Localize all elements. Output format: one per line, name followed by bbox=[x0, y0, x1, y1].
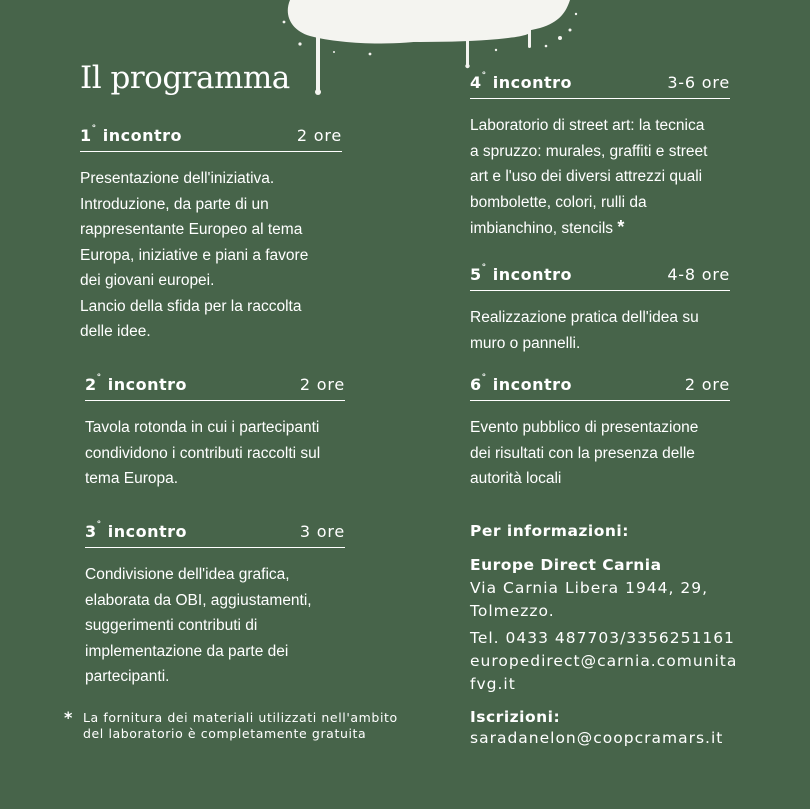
incontro-1-header bbox=[80, 126, 342, 152]
iscrizioni-email[interactable]: saradanelon@coopcramars.it bbox=[470, 729, 724, 747]
page-title: Il programma bbox=[80, 60, 290, 96]
info-address-line-1: Via Carnia Libera 1944, 29, bbox=[470, 579, 709, 597]
incontro-6-title: 6° incontro bbox=[470, 373, 572, 394]
incontro-6-text: Evento pubblico di presentazione dei risultati con la presenza delle autorità locali bbox=[470, 419, 699, 487]
incontro-5-header bbox=[470, 265, 730, 291]
incontro-5-duration: 4-8 ore bbox=[667, 265, 730, 284]
incontro-6-duration: 2 ore bbox=[684, 375, 730, 394]
incontro-3-title: 3° incontro bbox=[85, 520, 187, 541]
incontro-4-header bbox=[470, 73, 730, 99]
info-phone[interactable]: Tel. 0433 487703/3356251161 bbox=[470, 629, 735, 647]
info-address-line-2: Tolmezzo. bbox=[470, 602, 555, 620]
asterisk-icon: * bbox=[617, 217, 625, 237]
info-email-line-1[interactable]: europedirect@carnia.comunita bbox=[470, 652, 738, 670]
incontro-1-duration: 2 ore bbox=[296, 126, 342, 145]
incontro-5-text: Realizzazione pratica dell'idea su muro o pannelli. bbox=[470, 309, 699, 352]
info-email-line-2[interactable]: fvg.it bbox=[470, 675, 516, 693]
incontro-3 bbox=[85, 522, 345, 690]
iscrizioni-heading: Iscrizioni: bbox=[470, 708, 561, 726]
incontro-6-header bbox=[470, 375, 730, 401]
incontro-3-header bbox=[85, 522, 345, 548]
incontro-1 bbox=[80, 126, 342, 345]
incontro-2-header bbox=[85, 375, 345, 401]
incontro-3-duration: 3 ore bbox=[299, 522, 345, 541]
incontro-2 bbox=[85, 375, 345, 492]
incontro-4-duration: 3-6 ore bbox=[667, 73, 730, 92]
incontro-2-duration: 2 ore bbox=[299, 375, 345, 394]
contact-info bbox=[470, 522, 737, 750]
asterisk-icon: * bbox=[64, 708, 73, 727]
footnote-text: La fornitura dei materiali utilizzati nell'ambito del laboratorio è completamente gratuita bbox=[82, 710, 398, 741]
incontro-4-text: Laboratorio di street art: la tecnica a spruzzo: murales, graffiti e street art e l'uso dei diversi attrezzi quali bombolette, colori, rulli da imbianchino, stencils * bbox=[470, 117, 708, 237]
footnote bbox=[64, 710, 398, 742]
incontro-2-text: Tavola rotonda in cui i partecipanti condividono i contributi raccolti sul tema Europa. bbox=[85, 419, 321, 487]
incontro-4 bbox=[470, 73, 730, 242]
incontro-1-text: Presentazione dell'iniziativa. Introduzione, da parte di un rappresentante Europeo al tema Europa, iniziative e piani a favore dei giovani europei. Lancio della sfida per la raccolta delle idee. bbox=[80, 170, 309, 340]
incontro-4-title: 4° incontro bbox=[470, 71, 572, 92]
info-heading: Per informazioni: bbox=[470, 522, 629, 540]
incontro-5 bbox=[470, 265, 730, 356]
info-organization: Europe Direct Carnia bbox=[470, 556, 662, 574]
incontro-6 bbox=[470, 375, 730, 492]
incontro-3-text: Condivisione dell'idea grafica, elaborata da OBI, aggiustamenti, suggerimenti contributi di implementazione da parte dei partecipanti. bbox=[85, 566, 312, 685]
incontro-1-title: 1° incontro bbox=[80, 124, 182, 145]
incontro-5-title: 5° incontro bbox=[470, 263, 572, 284]
incontro-2-title: 2° incontro bbox=[85, 373, 187, 394]
